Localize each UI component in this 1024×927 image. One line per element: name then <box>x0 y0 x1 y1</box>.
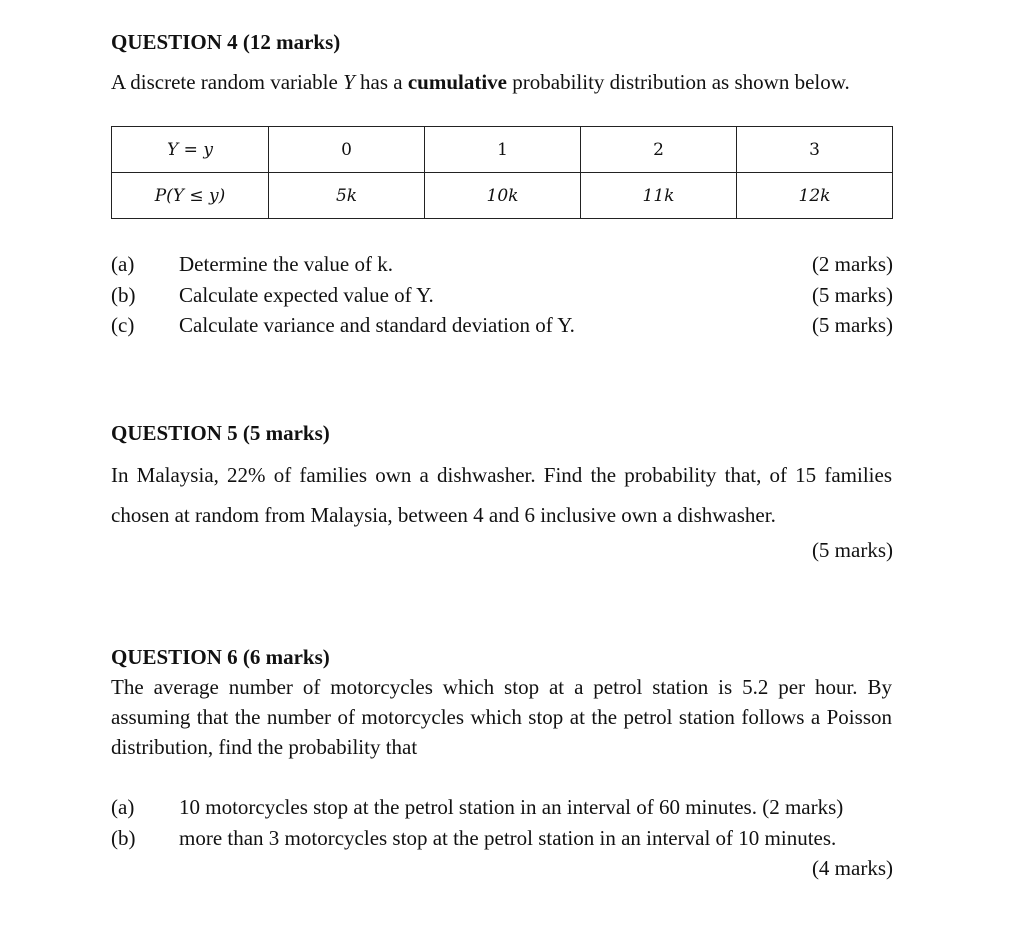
q6-part-b-text: more than 3 motorcycles stop at the petrol station in an interval of 10 minutes. <box>179 826 837 850</box>
table-cell: 5k <box>269 173 425 219</box>
table-cell: P(Y ≤ y) <box>112 173 269 219</box>
q4-part-b-text: Calculate expected value of Y. <box>179 283 434 307</box>
table-row <box>112 173 893 219</box>
intro-bold-word: cumulative <box>407 70 507 94</box>
q4-part-c-text: Calculate variance and standard deviation of Y. <box>179 313 575 337</box>
question-6-heading: QUESTION 6 (6 marks) <box>111 645 330 669</box>
table-cell: 1 <box>425 127 581 173</box>
q4-part-c-label: (c) <box>111 313 135 337</box>
q4-part-c-marks: (5 marks) <box>811 313 893 337</box>
cumulative-distribution-table <box>111 126 893 219</box>
table-row <box>112 127 893 173</box>
question-6-text: The average number of motorcycles which stop at a petrol station is 5.2 per hour. By assuming that the number of motorcycles which stop at the petrol station follows a Poisson distribution, find the probability that <box>111 675 892 759</box>
table-cell: 0 <box>269 127 425 173</box>
intro-text-mid: has a <box>360 70 403 94</box>
q4-part-a-marks: (2 marks) <box>811 252 893 276</box>
q4-part-a-label: (a) <box>111 252 135 276</box>
q4-part-b-label: (b) <box>111 283 136 307</box>
q6-part-a-label: (a) <box>111 795 135 819</box>
intro-text-post: probability distribution as shown below. <box>512 70 850 94</box>
table-cell: 10k <box>425 173 581 219</box>
table-cell: Y = y <box>112 127 269 173</box>
intro-variable: Y <box>343 70 355 94</box>
table-cell: 11k <box>581 173 737 219</box>
table-cell: 2 <box>581 127 737 173</box>
question-5-marks: (5 marks) <box>811 538 893 562</box>
q6-part-a-text: 10 motorcycles stop at the petrol station in an interval of 60 minutes. (2 marks) <box>179 795 844 819</box>
question-4-heading: QUESTION 4 (12 marks) <box>111 30 341 54</box>
q6-part-b-marks: (4 marks) <box>811 856 893 880</box>
q4-part-b-marks: (5 marks) <box>811 283 893 307</box>
question-5-heading: QUESTION 5 (5 marks) <box>111 421 330 445</box>
table-cell: 12k <box>737 173 893 219</box>
question-4-intro <box>111 70 850 95</box>
q4-part-a-text: Determine the value of k. <box>179 252 393 276</box>
question-5-text: In Malaysia, 22% of families own a dishwasher. Find the probability that, of 15 families chosen at random from Malaysia, between 4 and 6 inclusive own a dishwasher. <box>111 463 892 527</box>
table-cell: 3 <box>737 127 893 173</box>
intro-text-pre: A discrete random variable <box>111 70 338 94</box>
q6-part-b-label: (b) <box>111 826 136 850</box>
